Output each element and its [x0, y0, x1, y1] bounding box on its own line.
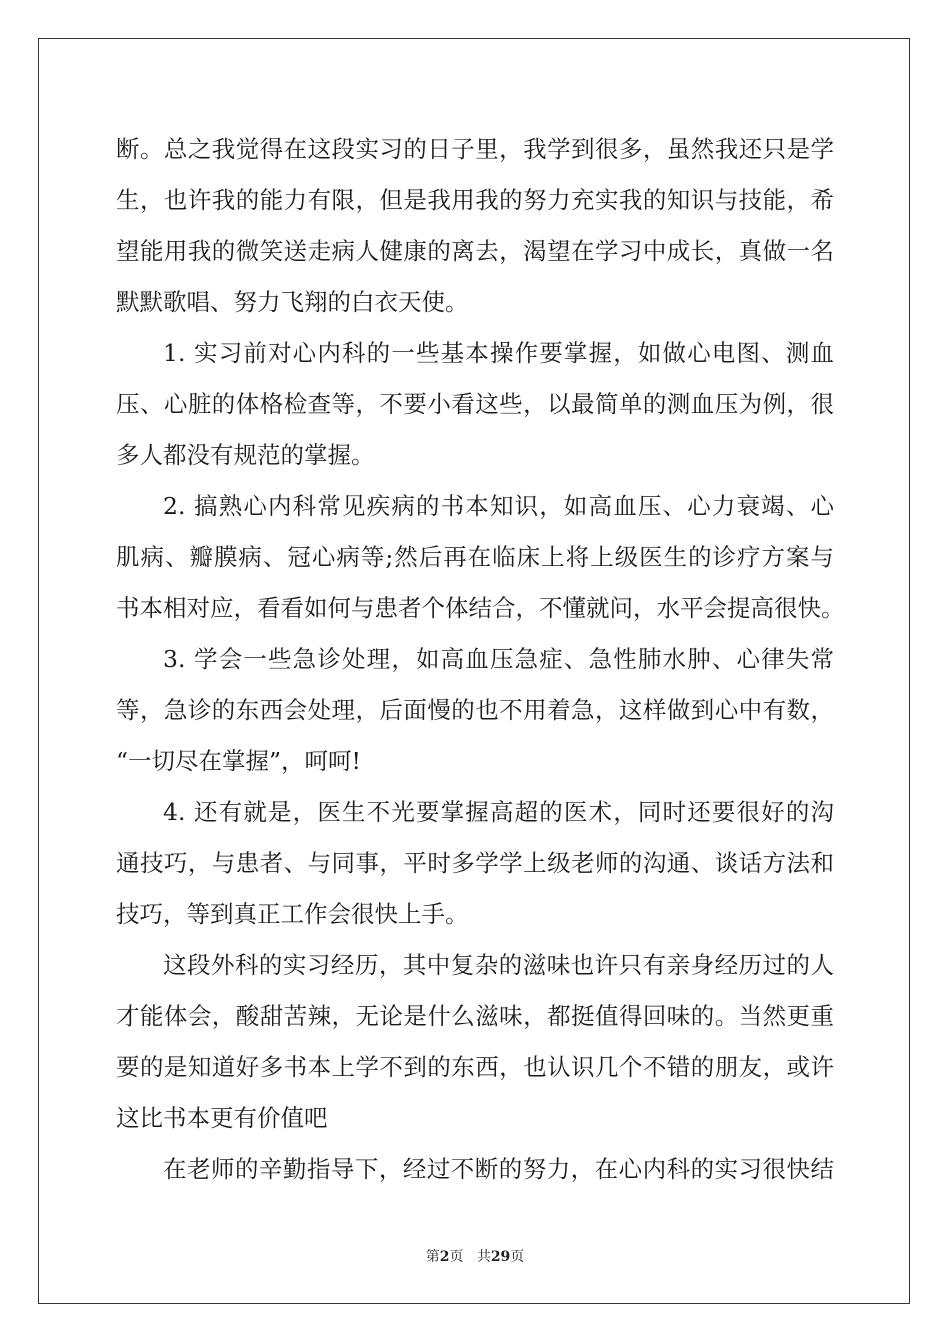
text-line: 肌病、瓣膜病、冠心病等;然后再在临床上将上级医生的诊疗方案与: [116, 543, 834, 571]
page-number: 2: [439, 1249, 450, 1265]
document-body: [116, 124, 845, 1195]
text-line: 默默歌唱、努力飞翔的白衣天使。: [116, 288, 469, 316]
list-item-4-line: 4. 还有就是，医生不光要掌握高超的医术，同时还要很好的沟: [163, 798, 834, 826]
text-line: 多人都没有规范的掌握。: [116, 441, 375, 469]
text-line: 断。总之我觉得在这段实习的日子里，我学到很多，虽然我还只是学: [116, 135, 834, 163]
page-prefix: 第: [425, 1249, 440, 1265]
page-footer: [0, 1246, 950, 1266]
paragraph-line: 这段外科的实习经历，其中复杂的滋味也许只有亲身经历过的人: [163, 951, 834, 979]
list-item-2-line: 2. 搞熟心内科常见疾病的书本知识，如高血压、心力衰竭、心: [163, 492, 834, 520]
page-suffix: 页: [449, 1249, 464, 1265]
text-line: 通技巧，与患者、与同事，平时多学学上级老师的沟通、谈话方法和: [116, 849, 834, 877]
text-line: 要的是知道好多书本上学不到的东西，也认识几个不错的朋友，或许: [116, 1053, 834, 1081]
list-item-3-line: 3. 学会一些急诊处理，如高血压急症、急性肺水肿、心律失常: [163, 645, 834, 673]
text-line: “一切尽在掌握”，呵呵!: [116, 747, 361, 775]
paragraph-line: 在老师的辛勤指导下，经过不断的努力，在心内科的实习很快结: [163, 1155, 834, 1183]
text-line: 压、心脏的体格检查等，不要小看这些，以最简单的测血压为例，很: [116, 390, 834, 418]
text-line: 才能体会，酸甜苦辣，无论是什么滋味，都挺值得回味的。当然更重: [116, 1002, 834, 1030]
list-item-1-line: 1. 实习前对心内科的一些基本操作要掌握，如做心电图、测血: [163, 339, 834, 367]
text-line: 望能用我的微笑送走病人健康的离去，渴望在学习中成长，真做一名: [116, 237, 834, 265]
text-line: 等，急诊的东西会处理，后面慢的也不用着急，这样做到心中有数，: [116, 696, 834, 724]
total-suffix: 页: [510, 1249, 525, 1265]
total-prefix: 共: [476, 1249, 491, 1265]
text-line: 书本相对应，看看如何与患者个体结合，不懂就问，水平会提高很快。: [116, 594, 845, 622]
text-line: 技巧，等到真正工作会很快上手。: [116, 900, 469, 928]
text-line: 生，也许我的能力有限，但是我用我的努力充实我的知识与技能，希: [116, 186, 834, 214]
total-pages: 29: [490, 1249, 511, 1265]
text-line: 这比书本更有价值吧: [116, 1104, 328, 1132]
